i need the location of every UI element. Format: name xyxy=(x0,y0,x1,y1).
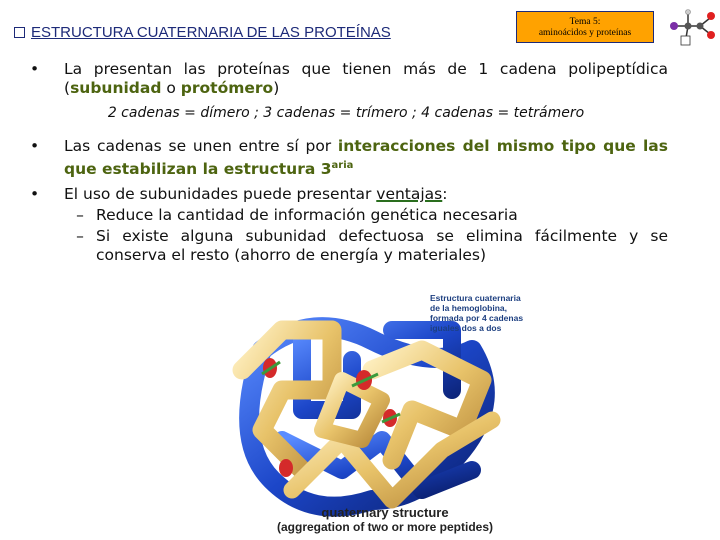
slide-body xyxy=(24,60,668,265)
bullet-1 xyxy=(24,60,668,98)
bullet-3 xyxy=(24,185,668,265)
sub-item-2 xyxy=(64,227,668,265)
bottom-caption-line1: quaternary structure xyxy=(321,505,449,520)
bullet-3-colon: : xyxy=(442,185,448,204)
sub-item-1-text: Reduce la cantidad de información genética necesaria xyxy=(96,206,518,225)
bullet-2-highlight: interacciones del mismo tipo que las que estabilizan la estructura 3 xyxy=(64,137,668,179)
bullet-2-superscript: aria xyxy=(331,160,354,171)
topic-badge-line2: aminoácidos y proteínas xyxy=(538,28,632,38)
bottom-caption-line2: (aggregation of two or more peptides) xyxy=(276,520,493,534)
figure-caption xyxy=(430,293,540,333)
bullet-1-connector: o xyxy=(161,79,181,97)
term-subunidad: subunidad xyxy=(70,79,162,97)
dash-marker: – xyxy=(76,227,84,246)
bullet-2-text: Las cadenas se unen entre sí por xyxy=(64,137,338,155)
figure-caption-line1: Estructura cuaternaria xyxy=(430,293,521,303)
bullet-2 xyxy=(24,137,668,179)
square-bullet-icon xyxy=(14,27,25,38)
bullet-dot: • xyxy=(30,185,40,204)
bullet-dot: • xyxy=(30,60,40,78)
bullet-3-text: El uso de subunidades puede presentar xyxy=(64,185,377,204)
bullet-dot: • xyxy=(30,137,40,155)
topic-badge xyxy=(516,11,654,43)
sub-item-1 xyxy=(64,206,668,225)
bullet-1-close: ) xyxy=(273,79,280,97)
dash-marker: – xyxy=(76,206,84,225)
topic-badge-line1: Tema 5: xyxy=(569,17,601,27)
bullet-1-text: La presentan las proteínas que tienen más de 1 cadena polipeptídica ( xyxy=(64,60,668,97)
slide-title xyxy=(14,24,391,41)
figure-caption-line2: de la hemoglobina, xyxy=(430,303,507,313)
figure-bottom-caption xyxy=(270,506,500,534)
figure-caption-line3: formada por 4 cadenas xyxy=(430,313,524,323)
term-protomero: protómero xyxy=(180,79,274,97)
ventajas-link[interactable]: ventajas xyxy=(376,185,443,204)
sub-item-2-text: Si existe alguna subunidad defectuosa se elimina fácilmente y se conserva el resto (ahorro de energía y materiales) xyxy=(96,227,668,265)
chain-count-note: 2 cadenas = dímero ; 3 cadenas = trímero ; 4 cadenas = tetrámero xyxy=(107,105,585,121)
figure-caption-line4: iguales dos a dos xyxy=(430,323,502,333)
slide-title-text: ESTRUCTURA CUATERNARIA DE LAS PROTEÍNAS xyxy=(31,24,391,41)
amino-acid-molecule-icon xyxy=(664,4,718,48)
